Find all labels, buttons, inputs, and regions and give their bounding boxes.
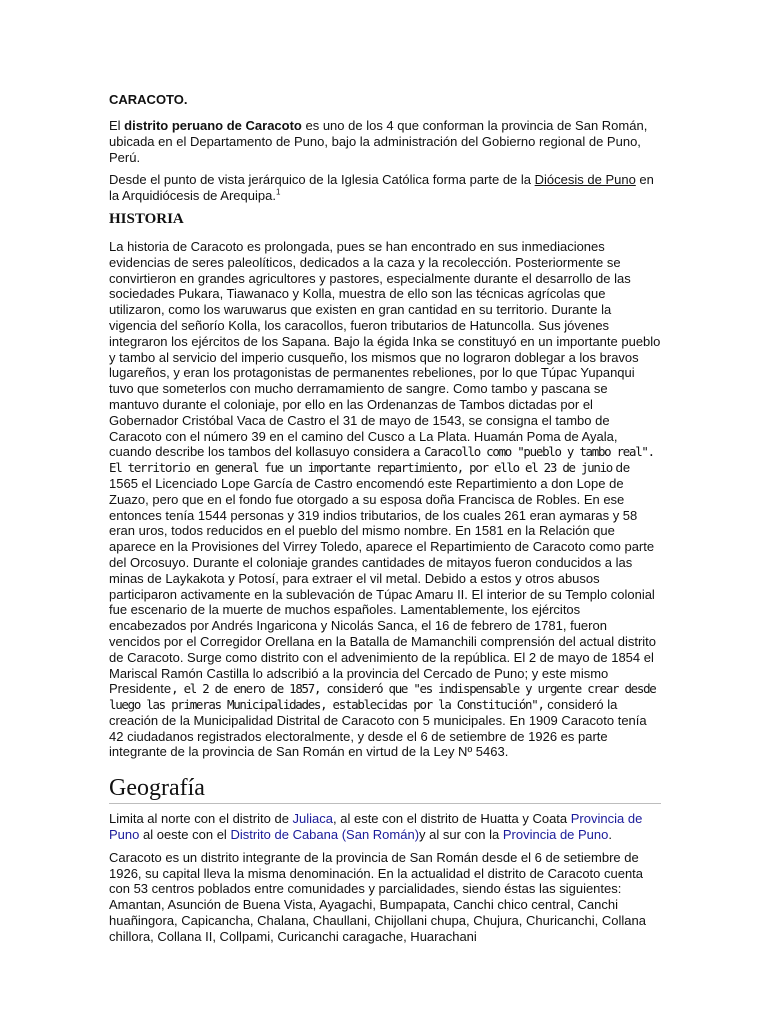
historia-quote-2: , el 2 de enero de 1857, consideró que "es indispensable y urgente crear desde luego las primeras Municipalidades, establecidas por la Constitución", [109, 681, 656, 713]
church-pre: Desde el punto de vista jerárquico de la Iglesia Católica forma parte de la [109, 172, 535, 188]
district-paragraph: Caracoto es un distrito integrante de la provincia de San Román desde el 6 de setiembre de 1926, su capital lleva la misma denominación. En la actualidad el distrito de Caracoto cuenta con 53 centros poblados entre comunidades y parcialidades, siendo éstas las siguientes: Amantan, Asunción de Buena Vista, Ayagachi, Bumpapata, Canchi chico central, Canchi huañingora, Capicancha, Chalana, Chaullani, Chijollani chupa, Chujura, Churicanchi, Collana chillora, Collana II, Collpami, Curicanchi caragache, Huarachani [109, 849, 646, 944]
provincia-puno-link-2[interactable]: Provincia de Puno [502, 827, 609, 843]
intro-paragraph [109, 118, 661, 165]
provincia-puno-link[interactable]: Provincia de Puno [109, 811, 643, 843]
diocesis-puno-link[interactable]: Diócesis de Puno [534, 172, 636, 188]
geografia-heading: Geografía [109, 775, 205, 802]
church-post: en la Arquidiócesis de Arequipa. [109, 172, 654, 204]
historia-quote-1: Caracollo como "pueblo y tambo real". El territorio en general fue un importante repartimiento, por ello el 23 de junio [109, 444, 654, 476]
footnote-marker[interactable]: 1 [275, 187, 281, 197]
heading-divider [109, 803, 661, 804]
historia-text-3: consideró la creación de la Municipalidad Distrital de Caracoto con 5 municipales. En 1909 Caracoto tenía 42 ciudadanos registrados electoralmente, y desde el 6 de setiembre de 1926 es parte integrante de la provincia de San Román en virtud de la Ley Nº 5463. [109, 697, 647, 760]
limits-text-5: . [608, 827, 612, 843]
limits-paragraph [109, 811, 661, 843]
church-paragraph [109, 172, 661, 204]
limits-text-1: Limita al norte con el distrito de [109, 811, 293, 827]
intro-post: es uno de los 4 que conforman la provincia de San Román, ubicada en el Departamento de Puno, bajo la administración del Gobierno regional de Puno, Perú. [109, 118, 648, 165]
distrito-cabana-link[interactable]: Distrito de Cabana (San Román) [230, 827, 420, 843]
historia-text-1: La historia de Caracoto es prolongada, pues se han encontrado en sus inmediaciones evidencias de seres paleolíticos, dedicados a la caza y la recolección. Posteriormente se convirtieron en grandes agricultores y pastores, especialmente durante el desarrollo de las sociedades Pukara, Tiawanaco y Kolla, muestra de ello son las técnicas agrícolas que utilizaron, como los waruwarus que existen en gran cantidad en su territorio. Durante la vigencia del señorío Kolla, los caracollos, fueron tributarios de Hatuncolla. Sus jóvenes integraron los ejércitos de los Sapana. Bajo la égida Inka se constituyó en un importante pueblo y tambo al servicio del imperio cusqueño, los mismos que no lograron doblegar a los bravos lugareños, y eran los protagonistas de permanentes rebeliones, por lo que Túpac Yupanqui tuvo que someterlos con mucho derramamiento de sangre. Como tambo y pascana se mantuvo durante el coloniaje, por ello en las Ordenanzas de Tambos dictadas por el Gobernador Cristóbal Vaca de Castro el 31 de mayo de 1543, se consigna el tambo de Caracoto con el número 39 en el camino del Cusco a La Plata. Huamán Poma de Ayala, cuando describe los tambos del kollasuyo considera a [109, 238, 661, 460]
limits-text-3: al oeste con el [139, 827, 231, 843]
document-title: CARACOTO. [109, 92, 188, 107]
juliaca-link[interactable]: Juliaca [292, 811, 334, 827]
intro-bold: distrito peruano de Caracoto [124, 118, 302, 133]
limits-text-4: y al sur con la [419, 827, 503, 843]
intro-pre: El [109, 118, 125, 133]
document-page [109, 92, 661, 945]
limits-text-2: , al este con el distrito de Huatta y Coata [333, 811, 571, 827]
historia-heading: HISTORIA [109, 210, 184, 227]
historia-paragraph [109, 239, 661, 760]
historia-text-2: de 1565 el Licenciado Lope García de Castro encomendó este Repartimiento a don Lope de Zuazo, pero que en el fondo fue otorgado a su esposa doña Francisca de Robles. En ese entonces tenía 1544 personas y 319 indios tributarios, de los cuales 261 eran aymaras y 58 eran uros, todos reducidos en el pueblo del mismo nombre. En 1581 en la Relación que aparece en la Provisiones del Virrey Toledo, aparece el Repartimiento de Caracoto como parte del Orcosuyo. Durante el coloniaje grandes cantidades de mitayos fueron conducidos a las minas de Laykakota y Potosí, para extraer el vil metal. Debido a estos y otros abusos participaron activamente en la sublevación de Túpac Amaru II. El interior de su Templo colonial fue escenario de la muerte de muchos españoles. Lamentablemente, los ejércitos encabezados por Andrés Ingaricona y Nicolás Sanca, el 16 de febrero de 1781, fueron vencidos por el Corregidor Orellana en la Batalla de Mamanchili comprensión del actual distrito de Caracoto. Surge como distrito con el advenimiento de la república. El 2 de mayo de 1854 el Mariscal Ramón Castilla lo adscribió a la provincia del Cercado de Puno; y este mismo Presidente [109, 460, 657, 697]
